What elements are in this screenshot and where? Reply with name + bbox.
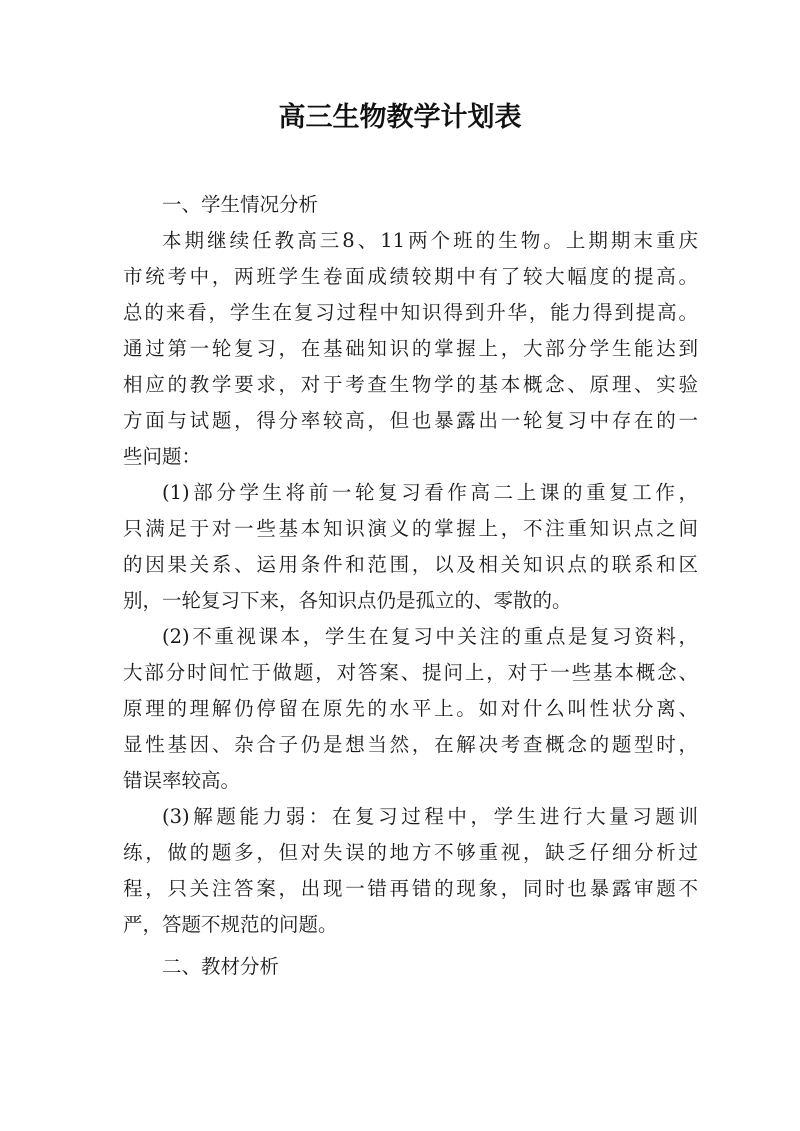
paragraph-line: (1)部分学生将前一轮复习看作高二上课的重复工作， — [162, 481, 698, 504]
paragraph-line: 练，做的题多，但对失误的地方不够重视，缺乏仔细分析过 — [123, 841, 698, 864]
paragraph-line: 大部分时间忙于做题，对答案、提问上，对于一些基本概念、 — [123, 661, 698, 684]
paragraph-line: 程，只关注答案，出现一错再错的现象，同时也暴露审题不 — [123, 877, 698, 900]
paragraph-line: 原理的理解仍停留在原先的水平上。如对什么叫性状分离、 — [123, 697, 698, 720]
paragraph-line: 只满足于对一些基本知识演义的掌握上，不注重知识点之间 — [123, 517, 698, 540]
paragraph-line: 显性基因、杂合子仍是想当然，在解决考查概念的题型时， — [123, 733, 698, 756]
document-body — [123, 187, 698, 985]
paragraph-line: 些问题： — [123, 445, 202, 468]
section-heading-textbook-analysis: 二、教材分析 — [162, 955, 280, 978]
paragraph-line: 错误率较高。 — [123, 769, 241, 792]
paragraph-line: (2)不重视课本，学生在复习中关注的重点是复习资料， — [162, 625, 698, 648]
paragraph-line: 总的来看，学生在复习过程中知识得到升华，能力得到提高。 — [123, 301, 698, 324]
paragraph-point-1 — [123, 475, 698, 619]
paragraph-line: 严，答题不规范的问题。 — [123, 913, 338, 936]
section-heading-student-analysis: 一、学生情况分析 — [162, 193, 319, 216]
document-title: 高三生物教学计划表 — [278, 102, 522, 133]
paragraph-line: 别，一轮复习下来，各知识点仍是孤立的、零散的。 — [123, 589, 572, 612]
paragraph-point-2 — [123, 619, 698, 799]
paragraph-student-overview — [123, 223, 698, 475]
paragraph-line: (3)解题能力弱：在复习过程中，学生进行大量习题训 — [162, 805, 698, 828]
paragraph-line: 通过第一轮复习，在基础知识的掌握上，大部分学生能达到 — [123, 337, 698, 360]
paragraph-line: 方面与试题，得分率较高，但也暴露出一轮复习中存在的一 — [123, 409, 698, 432]
paragraph-point-3 — [123, 799, 698, 943]
paragraph-line: 本期继续任教高三8、11两个班的生物。上期期末重庆 — [162, 229, 698, 252]
paragraph-line: 市统考中，两班学生卷面成绩较期中有了较大幅度的提高。 — [123, 265, 698, 288]
paragraph-line: 的因果关系、运用条件和范围，以及相关知识点的联系和区 — [123, 553, 698, 576]
paragraph-line: 相应的教学要求，对于考查生物学的基本概念、原理、实验 — [123, 373, 698, 396]
